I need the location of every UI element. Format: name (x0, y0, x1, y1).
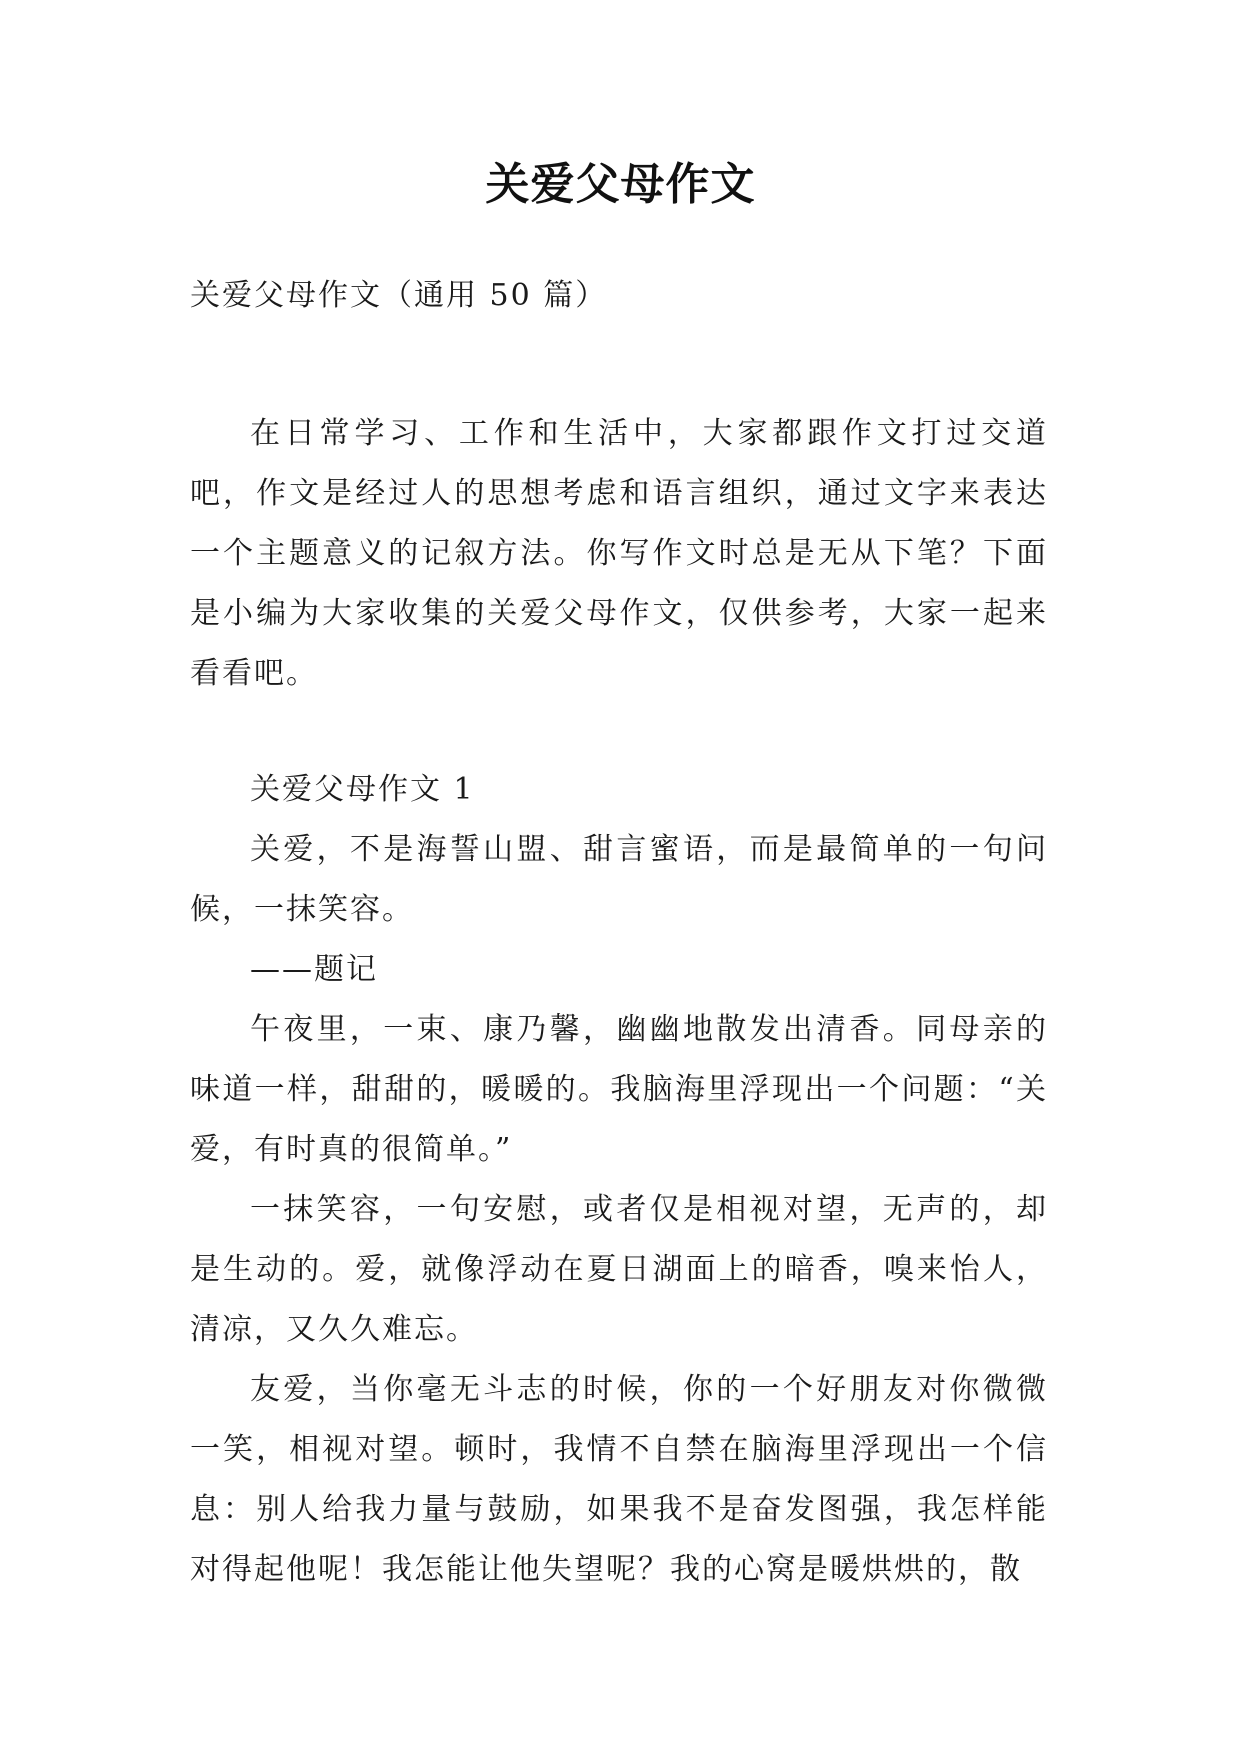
essay-paragraph: 午夜里，一束、康乃馨，幽幽地散发出清香。同母亲的味道一样，甜甜的，暖暖的。我脑海里浮现出一个问题：“关爱，有时真的很简单。” (190, 1012, 1048, 1167)
document-title: 关爱父母作文 (485, 159, 756, 210)
document-subtitle: 关爱父母作文（通用 50 篇） (190, 278, 608, 313)
intro-paragraph: 在日常学习、工作和生活中，大家都跟作文打过交道吧，作文是经过人的思想考虑和语言组织，通过文字来表达一个主题意义的记叙方法。你写作文时总是无从下笔？下面是小编为大家收集的关爱父母作文，仅供参考，大家一起来看看吧。 (190, 416, 1048, 691)
essay-paragraph: 关爱，不是海誓山盟、甜言蜜语，而是最简单的一句问候，一抹笑容。 (190, 832, 1048, 927)
essay-paragraph: 一抹笑容，一句安慰，或者仅是相视对望，无声的，却是生动的。爱，就像浮动在夏日湖面上的暗香，嗅来怡人，清凉，又久久难忘。 (190, 1192, 1048, 1347)
intro-section (190, 404, 1048, 704)
epigraph-attribution: ——题记 (250, 952, 378, 987)
essay-section (190, 760, 1048, 1600)
essay-paragraph: 友爱，当你毫无斗志的时候，你的一个好朋友对你微微一笑，相视对望。顿时，我情不自禁在脑海里浮现出一个信息：别人给我力量与鼓励，如果我不是奋发图强，我怎样能对得起他呢！我怎能让他失望呢？我的心窝是暖烘烘的，散 (190, 1372, 1048, 1587)
essay-heading: 关爱父母作文 1 (250, 772, 475, 807)
